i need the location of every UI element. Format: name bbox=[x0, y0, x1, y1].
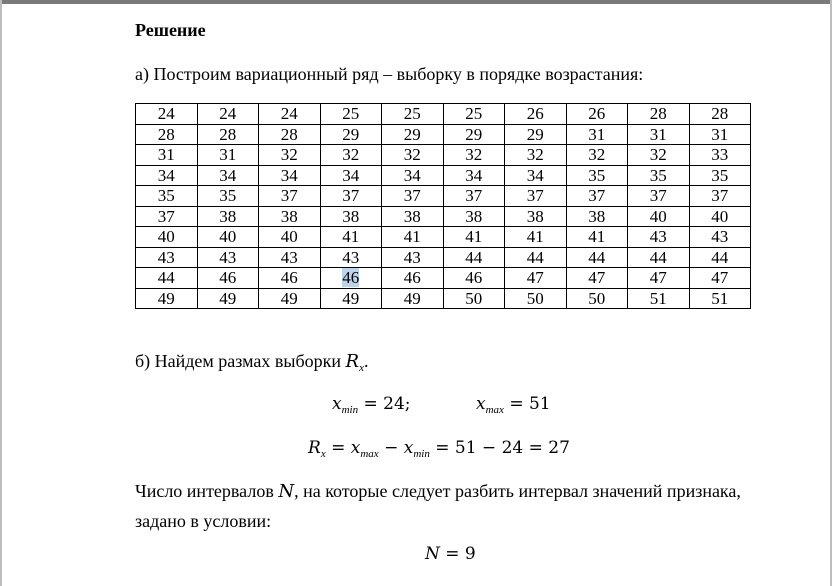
cell-value: 37 bbox=[403, 186, 421, 206]
table-cell bbox=[628, 186, 690, 207]
table-cell bbox=[136, 268, 198, 289]
cell-value: 40 bbox=[280, 227, 298, 247]
xmax-sub: max bbox=[485, 404, 504, 416]
table-cell bbox=[259, 288, 321, 309]
cell-value: 38 bbox=[465, 206, 483, 226]
intervals-n-var: N bbox=[278, 481, 295, 502]
cell-value: 41 bbox=[588, 227, 606, 247]
cell-value: 38 bbox=[280, 206, 298, 226]
table-cell bbox=[320, 124, 382, 145]
table-cell bbox=[689, 104, 751, 125]
table-cell bbox=[136, 206, 198, 227]
intervals-line-1 bbox=[135, 481, 741, 502]
table-cell bbox=[689, 288, 751, 309]
cell-value: 32 bbox=[342, 145, 360, 165]
top-border bbox=[0, 0, 832, 4]
xmin-sub: min bbox=[341, 404, 359, 416]
cell-value: 49 bbox=[280, 288, 298, 308]
cell-value: 25 bbox=[465, 104, 483, 124]
table-cell bbox=[259, 124, 321, 145]
solution-heading: Решение bbox=[135, 20, 206, 40]
table-cell bbox=[320, 247, 382, 268]
xmax-formula bbox=[476, 394, 551, 416]
cell-value: 37 bbox=[711, 186, 729, 206]
cell-value: 25 bbox=[403, 104, 421, 124]
cell-value: 43 bbox=[403, 247, 421, 267]
table-cell bbox=[443, 288, 505, 309]
cell-value: 35 bbox=[711, 165, 729, 185]
cell-value: 38 bbox=[342, 206, 360, 226]
table-cell bbox=[197, 206, 259, 227]
cell-value: 34 bbox=[280, 165, 298, 185]
table-cell bbox=[320, 145, 382, 166]
table-cell bbox=[320, 104, 382, 125]
table-cell bbox=[628, 104, 690, 125]
cell-value: 24 bbox=[280, 104, 298, 124]
cell-value: 43 bbox=[157, 247, 175, 267]
cell-value: 41 bbox=[526, 227, 544, 247]
cell-value: 38 bbox=[403, 206, 421, 226]
cell-value: 44 bbox=[526, 247, 544, 267]
range-xmin-sub: min bbox=[413, 448, 430, 460]
table-cell bbox=[566, 186, 628, 207]
part-b-period: . bbox=[364, 351, 369, 371]
table-cell bbox=[197, 247, 259, 268]
cell-value: 28 bbox=[649, 104, 667, 124]
cell-value: 37 bbox=[342, 186, 360, 206]
table-cell bbox=[505, 288, 567, 309]
table-cell bbox=[628, 288, 690, 309]
cell-value: 34 bbox=[526, 165, 544, 185]
intervals-before: Число интервалов bbox=[135, 481, 279, 501]
cell-value: 46 bbox=[403, 268, 421, 288]
table-cell bbox=[259, 206, 321, 227]
cell-value: 26 bbox=[588, 104, 606, 124]
table-cell bbox=[628, 247, 690, 268]
cell-value: 43 bbox=[342, 247, 360, 267]
cell-value: 35 bbox=[588, 165, 606, 185]
cell-value: 50 bbox=[465, 288, 483, 308]
table-cell bbox=[259, 104, 321, 125]
cell-value: 47 bbox=[649, 268, 667, 288]
table-cell bbox=[443, 124, 505, 145]
range-eq: = bbox=[325, 438, 351, 458]
range-xmin-var: x bbox=[403, 438, 414, 458]
cell-value: 46 bbox=[280, 268, 298, 288]
cell-value: 37 bbox=[280, 186, 298, 206]
intervals-after: , на которые следует разбить интервал значений признака, bbox=[294, 481, 741, 501]
table-cell bbox=[382, 145, 444, 166]
cell-value: 32 bbox=[280, 145, 298, 165]
table-cell bbox=[505, 247, 567, 268]
cell-value: 32 bbox=[588, 145, 606, 165]
cell-value: 44 bbox=[465, 247, 483, 267]
table-cell bbox=[505, 165, 567, 186]
part-b-text bbox=[135, 351, 369, 374]
cell-value: 50 bbox=[526, 288, 544, 308]
table-cell bbox=[505, 186, 567, 207]
table-cell bbox=[505, 206, 567, 227]
cell-value: 41 bbox=[403, 227, 421, 247]
table-cell bbox=[136, 145, 198, 166]
table-cell bbox=[382, 104, 444, 125]
n-value: = 9 bbox=[439, 544, 476, 564]
table-cell bbox=[382, 206, 444, 227]
cell-value: 25 bbox=[342, 104, 360, 124]
cell-value: 40 bbox=[157, 227, 175, 247]
range-minus: − bbox=[378, 438, 404, 458]
n-formula bbox=[425, 544, 476, 564]
variation-series-table bbox=[135, 103, 751, 309]
table-cell bbox=[689, 165, 751, 186]
table-cell bbox=[505, 145, 567, 166]
cell-value: 35 bbox=[157, 186, 175, 206]
table-cell bbox=[259, 268, 321, 289]
table-cell bbox=[136, 288, 198, 309]
part-b-label: б) Найдем размах выборки bbox=[135, 351, 346, 371]
cell-value: 46 bbox=[219, 268, 237, 288]
cell-value: 49 bbox=[219, 288, 237, 308]
cell-value: 29 bbox=[342, 124, 360, 144]
n-var: N bbox=[425, 544, 440, 564]
table-cell bbox=[689, 206, 751, 227]
cell-value: 32 bbox=[649, 145, 667, 165]
table-cell bbox=[382, 268, 444, 289]
table-cell bbox=[259, 227, 321, 248]
cell-value: 34 bbox=[219, 165, 237, 185]
table-cell bbox=[689, 145, 751, 166]
cell-value: 24 bbox=[157, 104, 175, 124]
cell-value: 49 bbox=[403, 288, 421, 308]
xmin-var: x bbox=[332, 394, 342, 414]
cell-value: 47 bbox=[711, 268, 729, 288]
table-cell bbox=[566, 104, 628, 125]
cell-value: 32 bbox=[526, 145, 544, 165]
table-cell bbox=[689, 124, 751, 145]
xmin-value: = 24; bbox=[358, 394, 411, 414]
cell-value: 49 bbox=[157, 288, 175, 308]
table-cell bbox=[197, 145, 259, 166]
range-xmax-sub: max bbox=[360, 448, 379, 460]
range-result: = 51 − 24 = 27 bbox=[429, 438, 570, 458]
table-row bbox=[136, 247, 751, 268]
cell-value: 31 bbox=[219, 145, 237, 165]
table-cell bbox=[689, 227, 751, 248]
table-cell bbox=[320, 186, 382, 207]
table-row bbox=[136, 186, 751, 207]
table-row bbox=[136, 124, 751, 145]
cell-value: 34 bbox=[403, 165, 421, 185]
cell-value: 40 bbox=[219, 227, 237, 247]
table-cell bbox=[443, 268, 505, 289]
cell-value: 32 bbox=[403, 145, 421, 165]
range-lhs-var: R bbox=[308, 438, 321, 458]
range-symbol: R bbox=[345, 351, 360, 372]
cell-value: 37 bbox=[465, 186, 483, 206]
table-row bbox=[136, 268, 751, 289]
range-subscript: x bbox=[359, 362, 364, 374]
cell-value: 44 bbox=[588, 247, 606, 267]
table-cell bbox=[505, 124, 567, 145]
table-cell bbox=[443, 227, 505, 248]
table-cell bbox=[320, 288, 382, 309]
table-cell bbox=[628, 165, 690, 186]
table-cell bbox=[566, 227, 628, 248]
cell-value: 46 bbox=[465, 268, 483, 288]
table-cell bbox=[443, 186, 505, 207]
table-cell bbox=[136, 227, 198, 248]
table-cell bbox=[197, 124, 259, 145]
cell-value: 28 bbox=[711, 104, 729, 124]
cell-value: 38 bbox=[219, 206, 237, 226]
table-cell bbox=[443, 206, 505, 227]
cell-value: 24 bbox=[219, 104, 237, 124]
table-cell bbox=[382, 247, 444, 268]
cell-value: 44 bbox=[157, 268, 175, 288]
cell-value: 43 bbox=[649, 227, 667, 247]
cell-value: 44 bbox=[711, 247, 729, 267]
table-cell bbox=[136, 124, 198, 145]
table-cell bbox=[136, 247, 198, 268]
table-cell bbox=[443, 145, 505, 166]
cell-value: 37 bbox=[157, 206, 175, 226]
cell-value: 37 bbox=[588, 186, 606, 206]
cell-value: 43 bbox=[711, 227, 729, 247]
cell-value: 29 bbox=[526, 124, 544, 144]
cell-value: 51 bbox=[711, 288, 729, 308]
cell-value: 43 bbox=[219, 247, 237, 267]
table-cell bbox=[382, 288, 444, 309]
intervals-line-2: задано в условии: bbox=[135, 511, 272, 531]
table-cell bbox=[628, 268, 690, 289]
cell-value: 40 bbox=[711, 206, 729, 226]
cell-value: 34 bbox=[465, 165, 483, 185]
table-cell bbox=[382, 124, 444, 145]
table-cell bbox=[197, 227, 259, 248]
table-cell bbox=[689, 268, 751, 289]
table-cell bbox=[259, 145, 321, 166]
table-cell bbox=[566, 145, 628, 166]
cell-value: 31 bbox=[711, 124, 729, 144]
table-cell bbox=[628, 206, 690, 227]
cell-value: 34 bbox=[342, 165, 360, 185]
cell-value: 44 bbox=[649, 247, 667, 267]
table-cell bbox=[566, 124, 628, 145]
xmax-var: x bbox=[476, 394, 486, 414]
cell-value: 46 bbox=[342, 268, 360, 288]
table-cell bbox=[566, 268, 628, 289]
table-cell bbox=[136, 186, 198, 207]
table-cell bbox=[197, 104, 259, 125]
table-cell bbox=[197, 288, 259, 309]
table-row bbox=[136, 206, 751, 227]
table-row bbox=[136, 165, 751, 186]
table-cell bbox=[628, 227, 690, 248]
xmin-formula bbox=[332, 394, 411, 416]
table-cell bbox=[689, 247, 751, 268]
cell-value: 47 bbox=[526, 268, 544, 288]
cell-value: 29 bbox=[465, 124, 483, 144]
table-cell bbox=[320, 165, 382, 186]
table-cell bbox=[197, 268, 259, 289]
cell-value: 37 bbox=[526, 186, 544, 206]
table-row bbox=[136, 145, 751, 166]
table-cell bbox=[505, 227, 567, 248]
cell-value: 33 bbox=[711, 145, 729, 165]
table-cell bbox=[259, 247, 321, 268]
table-cell bbox=[566, 165, 628, 186]
cell-value: 28 bbox=[280, 124, 298, 144]
table-cell bbox=[259, 165, 321, 186]
cell-value: 35 bbox=[649, 165, 667, 185]
range-lhs-sub: x bbox=[320, 448, 326, 460]
cell-value: 28 bbox=[219, 124, 237, 144]
table-cell bbox=[382, 186, 444, 207]
cell-value: 38 bbox=[526, 206, 544, 226]
xmax-value: = 51 bbox=[503, 394, 551, 414]
table-cell bbox=[505, 268, 567, 289]
cell-value: 49 bbox=[342, 288, 360, 308]
table-cell bbox=[566, 288, 628, 309]
cell-value: 41 bbox=[342, 227, 360, 247]
part-a-text: а) Построим вариационный ряд – выборку в порядке возрастания: bbox=[135, 64, 644, 84]
cell-value: 47 bbox=[588, 268, 606, 288]
table-cell bbox=[566, 247, 628, 268]
cell-value: 38 bbox=[588, 206, 606, 226]
table-cell bbox=[443, 247, 505, 268]
table-row bbox=[136, 104, 751, 125]
table-cell bbox=[320, 206, 382, 227]
table-row bbox=[136, 288, 751, 309]
cell-value: 51 bbox=[649, 288, 667, 308]
cell-value: 31 bbox=[588, 124, 606, 144]
table-cell bbox=[136, 165, 198, 186]
table-row bbox=[136, 227, 751, 248]
cell-value: 31 bbox=[157, 145, 175, 165]
table-cell bbox=[320, 268, 382, 289]
cell-value: 40 bbox=[649, 206, 667, 226]
table-cell bbox=[566, 206, 628, 227]
range-formula bbox=[308, 438, 570, 460]
table-cell bbox=[197, 186, 259, 207]
table-cell bbox=[628, 145, 690, 166]
cell-value: 26 bbox=[526, 104, 544, 124]
table-cell bbox=[320, 227, 382, 248]
table-cell bbox=[136, 104, 198, 125]
cell-value: 43 bbox=[280, 247, 298, 267]
cell-value: 35 bbox=[219, 186, 237, 206]
range-xmax-var: x bbox=[350, 438, 361, 458]
cell-value: 32 bbox=[465, 145, 483, 165]
table-cell bbox=[382, 227, 444, 248]
table-cell bbox=[197, 165, 259, 186]
cell-value: 31 bbox=[649, 124, 667, 144]
table-cell bbox=[382, 165, 444, 186]
cell-value: 29 bbox=[403, 124, 421, 144]
cell-value: 28 bbox=[157, 124, 175, 144]
table-cell bbox=[505, 104, 567, 125]
cell-value: 37 bbox=[649, 186, 667, 206]
left-border bbox=[0, 0, 2, 586]
table-cell bbox=[689, 186, 751, 207]
table-cell bbox=[628, 124, 690, 145]
cell-value: 50 bbox=[588, 288, 606, 308]
table-cell bbox=[443, 165, 505, 186]
table-cell bbox=[259, 186, 321, 207]
cell-value: 41 bbox=[465, 227, 483, 247]
cell-value: 34 bbox=[157, 165, 175, 185]
table-cell bbox=[443, 104, 505, 125]
